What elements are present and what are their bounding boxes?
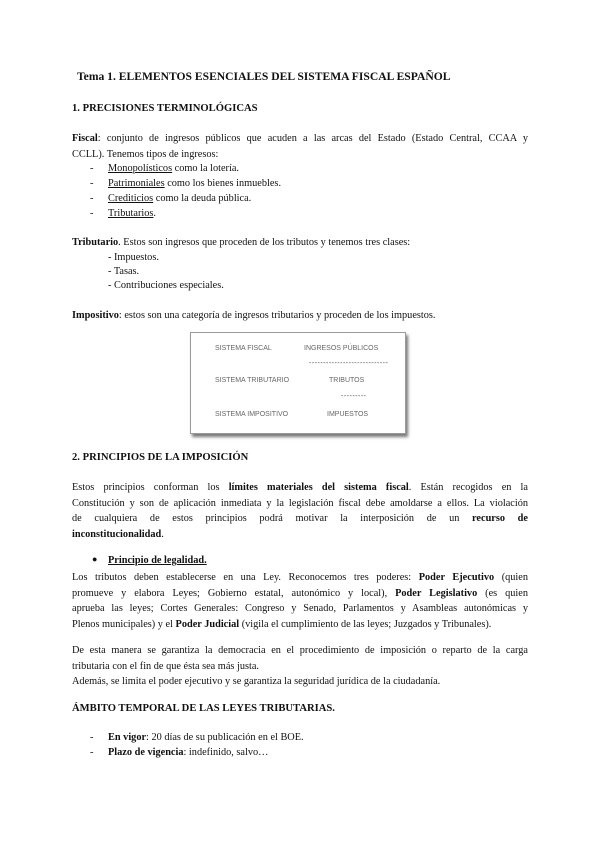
section-1-heading: 1. PRECISIONES TERMINOLÓGICAS [72, 103, 258, 114]
class-item: - Tasas. [108, 266, 140, 277]
table-cell: TRIBUTOS [329, 377, 365, 384]
list-item: Tributarios. [108, 208, 156, 219]
table-cell: SISTEMA TRIBUTARIO [215, 377, 290, 384]
tributario-paragraph: Tributario. Estos son ingresos que proceden de los tributos y tenemos tres clases: [72, 237, 411, 248]
fiscal-text: : conjunto de ingresos públicos que acuden a las arcas del Estado (Estado Central, CCAA y [97, 133, 528, 144]
legality-heading: Principio de legalidad. [108, 555, 207, 566]
fiscal-systems-table [190, 332, 406, 434]
list-item: Crediticios como la deuda pública. [108, 193, 252, 204]
list-item: Plazo de vigencia: indefinido, salvo… [108, 747, 269, 758]
fiscal-paragraph [72, 131, 528, 162]
list-item: Patrimoniales como los bienes inmuebles. [108, 178, 282, 189]
class-item: - Contribuciones especiales. [108, 280, 224, 291]
fiscal-term: Fiscal [72, 133, 98, 144]
table-divider: --------- [341, 393, 367, 400]
section-3-heading: ÁMBITO TEMPORAL DE LAS LEYES TRIBUTARIAS. [72, 703, 335, 714]
legality-paragraph: Los tributos deben establecerse en una Ley. Reconocemos tres poderes: Poder Ejecutivo (quien promueve y elabora Leyes; Gobierno estatal, autonómico y local), Poder Legislativo (es quien aprueba las leyes; Cortes Generales: Congreso y Senado, Parlamentos y Asambleas autonómicas y Plenos municipales) y el Poder Judicial (vigila el cumplimiento de las leyes; Juzgados y Tribunales). [72, 572, 529, 630]
list-item: Monopolísticos como la lotería. [108, 163, 239, 174]
table-cell: IMPUESTOS [327, 411, 369, 418]
impositivo-paragraph: Impositivo: estos son una categoría de ingresos tributarios y proceden de los impuestos. [72, 310, 436, 321]
bullet-icon: ● [92, 554, 98, 564]
class-item: - Impuestos. [108, 252, 159, 263]
democracy-paragraph: De esta manera se garantiza la democracia en el procedimiento de imposición o reparto de la carga tributaria con el fin de que ésta sea más justa. Además, se limita el poder ejecutivo y se garantiza la seguridad jurídica de la ciudadanía. [72, 645, 528, 687]
section-2-heading: 2. PRINCIPIOS DE LA IMPOSICIÓN [72, 452, 249, 463]
principles-paragraph: Estos principios conforman los límites materiales del sistema fiscal. Están recogidos en la Constitución y son de aplicación inmediata y la legislación fiscal debe amoldarse a ellos. La violación de cualquiera de estos principios podrá motivar la interposición de un recurso de inconstitucionalidad. [72, 482, 528, 540]
page-title: Tema 1. ELEMENTOS ESENCIALES DEL SISTEMA FISCAL ESPAÑOL [77, 70, 451, 83]
list-item: En vigor: 20 días de su publicación en el BOE. [108, 732, 304, 743]
table-divider: ---------------------------- [309, 360, 389, 367]
table-cell: INGRESOS PÚBLICOS [304, 345, 379, 352]
table-cell: SISTEMA IMPOSITIVO [215, 411, 289, 418]
table-cell: SISTEMA FISCAL [215, 345, 272, 352]
fiscal-text-2: CCLL). Tenemos tipos de ingresos: [72, 148, 219, 160]
